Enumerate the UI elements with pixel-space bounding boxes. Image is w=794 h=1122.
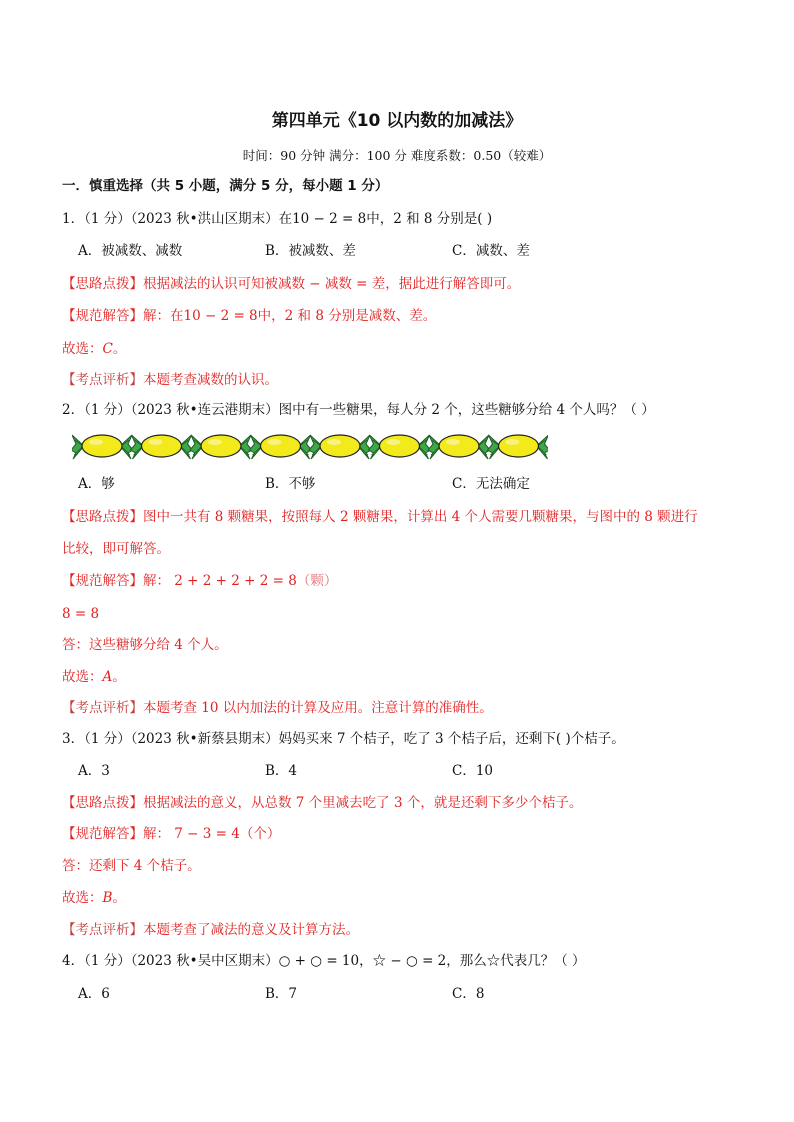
candy-image <box>72 428 548 464</box>
q2-evaluation <box>62 699 493 717</box>
section-heading: 一．慎重选择（共 5 小题，满分 5 分，每小题 1 分） <box>62 178 389 194</box>
choice-label: 故选： <box>62 669 103 685</box>
choice-letter: A <box>102 669 113 685</box>
q2-hint <box>62 508 698 526</box>
q3-solution <box>62 825 280 843</box>
q1-evaluation <box>62 371 278 389</box>
q2-option-b: B．不够 <box>265 476 316 492</box>
q2-option-a: A．够 <box>78 476 115 492</box>
q1-option-a: A．被减数、减数 <box>78 243 183 259</box>
q3-option-b: B．4 <box>265 763 298 779</box>
q3-choice <box>62 889 126 907</box>
hint-text: 根据减法的认识可知被减数 − 减数 = 差，据此进行解答即可。 <box>143 276 521 292</box>
hint-tag: 【思路点拨】 <box>62 276 143 292</box>
hint-text: 图中一共有 8 颗糖果，按照每人 2 颗糖果，计算出 4 个人需要几颗糖果，与图中的 8 颗进行 <box>143 509 698 525</box>
evaluation-text: 本题考查 10 以内加法的计算及应用。注意计算的准确性。 <box>143 700 493 716</box>
candy-icon <box>309 435 371 459</box>
choice-end: 。 <box>112 890 126 906</box>
solution-equation: 解： 2 + 2 + 2 + 2 = 8 <box>143 573 297 589</box>
solution-tag: 【规范解答】 <box>62 573 143 589</box>
evaluation-tag: 【考点评析】 <box>62 372 143 388</box>
q1-answer-blank: ( ) <box>477 211 493 227</box>
candy-icon <box>72 435 133 459</box>
candy-icon <box>250 435 312 459</box>
candy-icon <box>131 435 193 459</box>
choice-letter: C <box>102 341 113 357</box>
choice-label: 故选： <box>62 341 103 357</box>
candy-icon <box>488 435 549 459</box>
q4-option-a: A．6 <box>78 986 110 1002</box>
hint-tag: 【思路点拨】 <box>62 795 143 811</box>
choice-end: 。 <box>112 341 127 357</box>
q2-hint-continued: 比较，即可解答。 <box>62 541 170 557</box>
q1-solution <box>62 307 436 325</box>
hint-tag: 【思路点拨】 <box>62 509 143 525</box>
solution-unit: （颗） <box>296 573 338 589</box>
solution-text: 解：在10 − 2 = 8中，2 和 8 分别是减数、差。 <box>143 308 437 324</box>
q3-option-c: C．10 <box>452 763 494 779</box>
q2-answer: 答：这些糖够分给 4 个人。 <box>62 637 228 653</box>
evaluation-text: 本题考查减数的认识。 <box>143 372 278 388</box>
candy-icon <box>190 435 252 459</box>
choice-label: 故选： <box>62 890 103 906</box>
exam-meta: 时间：90 分钟 满分：100 分 难度系数：0.50（较难） <box>242 148 552 163</box>
q2-choice <box>62 668 126 686</box>
evaluation-text: 本题考查了减法的意义及计算方法。 <box>143 922 359 938</box>
choice-end: 。 <box>112 669 126 685</box>
q1-stem-text: 1．（1 分）（2023 秋•洪山区期末）在10 − 2 = 8中，2 和 8 分别是 <box>62 211 478 227</box>
candy-icon <box>369 435 431 459</box>
q3-hint <box>62 794 582 812</box>
q4-stem: 4．（1 分）（2023 秋•吴中区期末）○ + ○ = 10，☆ − ○ = 2，那么☆代表几？（ ） <box>62 953 586 969</box>
q2-comparison: 8 = 8 <box>62 606 100 622</box>
q1-stem <box>62 210 492 228</box>
evaluation-tag: 【考点评析】 <box>62 922 143 938</box>
q4-option-c: C．8 <box>452 986 485 1002</box>
solution-text: 解： 7 − 3 = 4（个） <box>143 826 281 842</box>
solution-tag: 【规范解答】 <box>62 826 143 842</box>
q2-stem: 2．（1 分）（2023 秋•连云港期末）图中有一些糖果，每人分 2 个，这些糖够分给 4 个人吗？（ ） <box>62 402 655 418</box>
candy-icon <box>428 435 490 459</box>
solution-tag: 【规范解答】 <box>62 308 143 324</box>
page-title: 第四单元《10 以内数的加减法》 <box>271 111 523 131</box>
q4-option-b: B．7 <box>265 986 298 1002</box>
q1-option-b: B．被减数、差 <box>265 243 356 259</box>
q1-choice <box>62 340 126 358</box>
q1-hint <box>62 275 520 293</box>
q2-solution <box>62 572 337 590</box>
q3-answer: 答：还剩下 4 个桔子。 <box>62 858 201 874</box>
evaluation-tag: 【考点评析】 <box>62 700 143 716</box>
q3-evaluation <box>62 921 359 939</box>
q1-option-c: C．减数、差 <box>452 243 530 259</box>
hint-text: 根据减法的意义，从总数 7 个里减去吃了 3 个，就是还剩下多少个桔子。 <box>143 795 583 811</box>
choice-letter: B <box>102 890 113 906</box>
q3-option-a: A．3 <box>78 763 110 779</box>
q2-option-c: C．无法确定 <box>452 476 530 492</box>
q3-stem: 3．（1 分）（2023 秋•新蔡县期末）妈妈买来 7 个桔子，吃了 3 个桔子后，还剩下( )个桔子。 <box>62 731 625 747</box>
